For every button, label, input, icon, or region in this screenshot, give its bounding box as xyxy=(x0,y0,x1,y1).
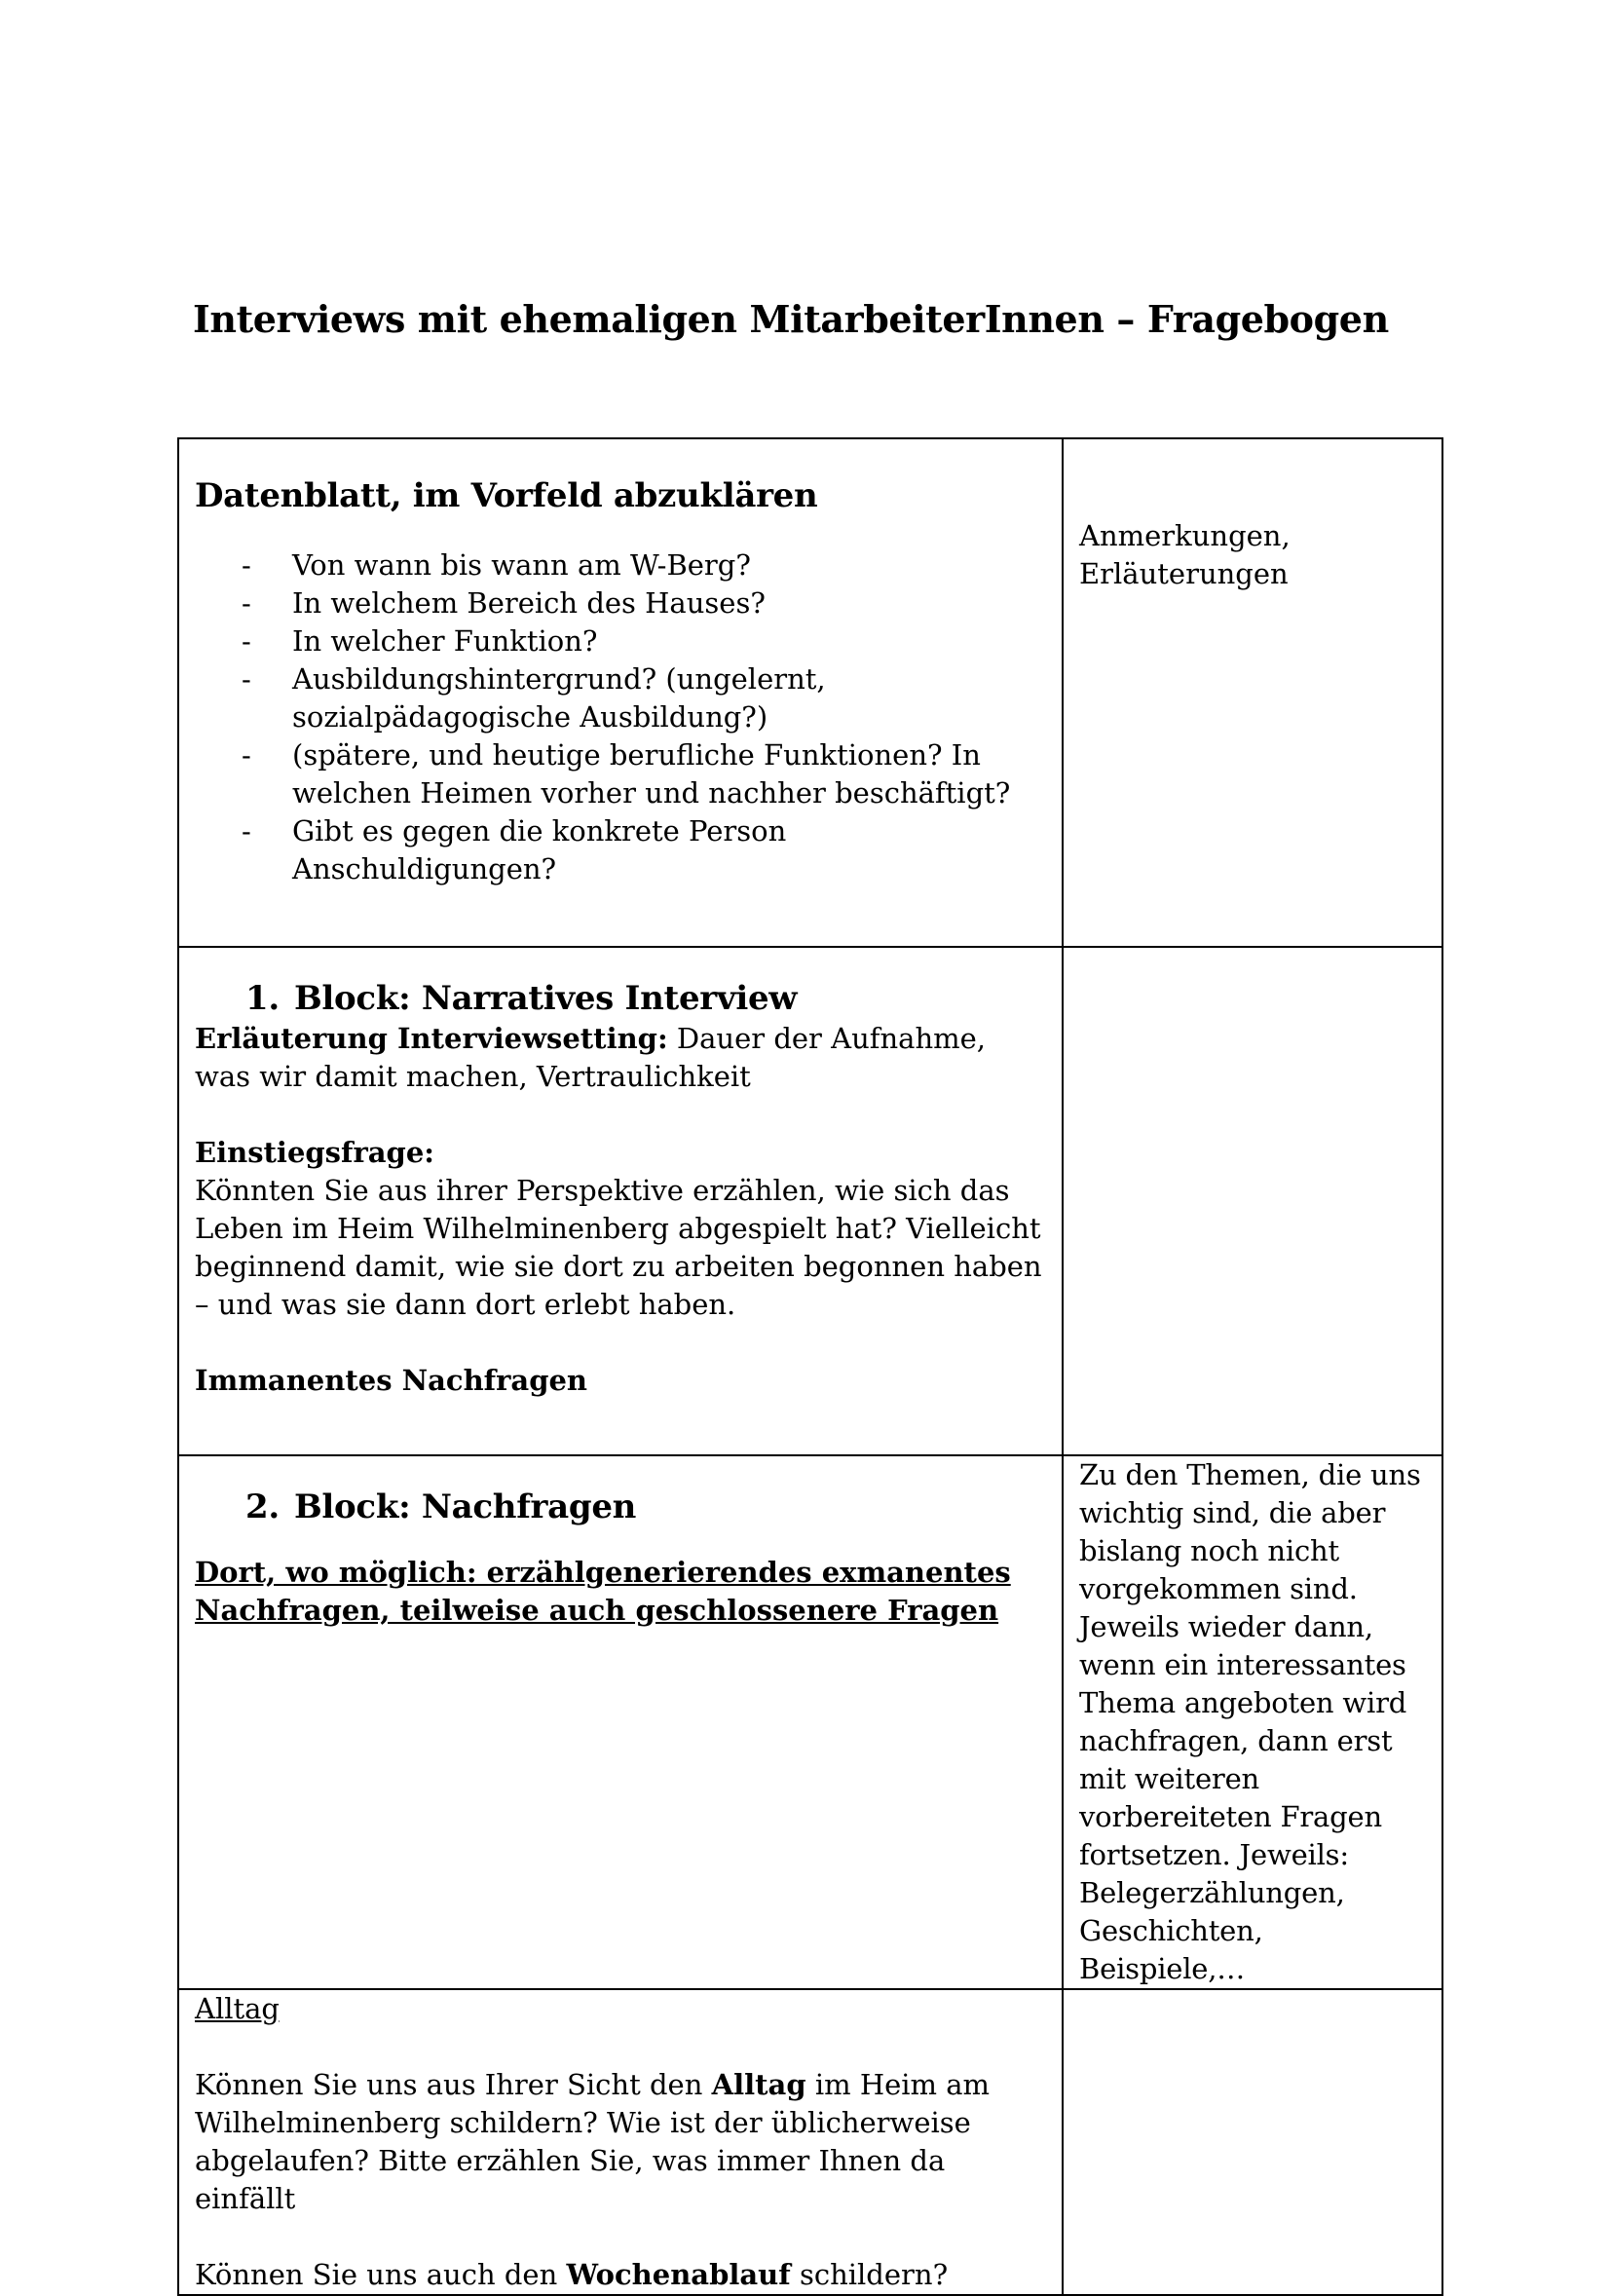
block1-einstieg-label: Einstiegsfrage: xyxy=(195,1136,434,1169)
list-item: - Von wann bis wann am W-Berg? xyxy=(242,548,751,582)
datenblatt-heading: Datenblatt, im Vorfeld abzuklären xyxy=(195,476,818,515)
annotations-header-line2: Erläuterungen xyxy=(1079,557,1289,590)
block2-cell xyxy=(178,1455,1063,1989)
list-item: - Ausbildungshintergrund? (ungelernt, sozialpädagogische Ausbildung?) xyxy=(242,662,826,734)
block1-setting: Erläuterung Interviewsetting: Dauer der Aufnahme, was wir damit machen, Vertraulichkeit xyxy=(195,1022,987,1093)
block1-side-cell xyxy=(1063,947,1442,1455)
list-item: - Gibt es gegen die konkrete Person Anschuldigungen? xyxy=(242,814,787,885)
alltag-question-1: Können Sie uns aus Ihrer Sicht den Alltag im Heim am Wilhelminenberg schildern? Wie ist der üblicherweise abgelaufen? Bitte erzählen Sie, was immer Ihnen da einfällt xyxy=(195,2068,991,2215)
alltag-cell xyxy=(178,1989,1063,2295)
row-alltag xyxy=(178,1989,1442,2295)
annotations-header-cell xyxy=(1063,438,1442,947)
block2-side-note: Zu den Themen, die uns wichtig sind, die aber bislang noch nicht vorgekommen sind. Jeweils wieder dann, wenn ein interessantes Thema angeboten wird nachfragen, dann erst mit weiteren vorbereiteten Fragen fortsetzen. Jeweils: Belegerzählungen, Geschichten, Beispiele,… xyxy=(1063,1455,1442,1989)
row-block1 xyxy=(178,947,1442,1455)
block1-einstieg-text: Könnten Sie aus ihrer Perspektive erzählen, wie sich das Leben im Heim Wilhelminenberg abgespielt hat? Vielleicht beginnend damit, wie sie dort zu arbeiten begonnen haben – und was sie dann dort erlebt haben. xyxy=(195,1174,1042,1321)
row-datenblatt xyxy=(178,438,1442,947)
block1-immanent: Immanentes Nachfragen xyxy=(195,1364,588,1397)
block2-heading: 2. Block: Nachfragen xyxy=(245,1487,637,1526)
alltag-label: Alltag xyxy=(195,1992,280,2025)
alltag-question-2: Können Sie uns auch den Wochenablauf schildern? xyxy=(195,2258,949,2291)
annotations-header-line1: Anmerkungen, xyxy=(1079,519,1291,552)
questionnaire-table xyxy=(177,437,1443,2296)
row-block2 xyxy=(178,1455,1442,1989)
list-item: - In welchem Bereich des Hauses? xyxy=(242,586,766,620)
datenblatt-cell xyxy=(178,438,1063,947)
list-item: - (spätere, und heutige berufliche Funktionen? In welchen Heimen vorher und nachher beschäftigt? xyxy=(242,738,1011,809)
list-item: - In welcher Funktion? xyxy=(242,624,598,658)
document-title: Interviews mit ehemaligen MitarbeiterInnen – Fragebogen xyxy=(193,297,1389,341)
block1-heading: 1. Block: Narratives Interview xyxy=(245,979,798,1018)
block2-instruction: Dort, wo möglich: erzählgenerierendes exmanentes Nachfragen, teilweise auch geschlossenere Fragen xyxy=(195,1556,1011,1627)
block1-cell xyxy=(178,947,1063,1455)
datenblatt-list xyxy=(195,546,1046,888)
alltag-side-cell xyxy=(1063,1989,1442,2295)
